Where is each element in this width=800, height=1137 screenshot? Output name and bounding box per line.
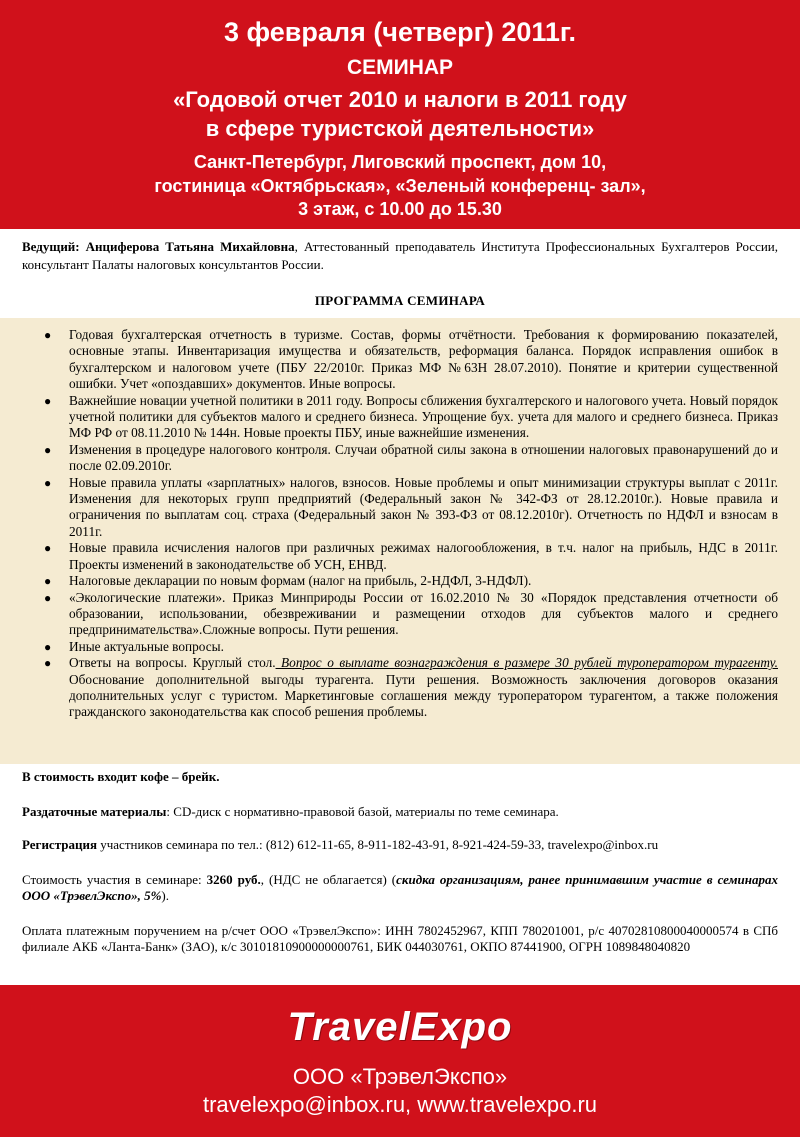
- list-item: ● Налоговые декларации по новым формам (налог на прибыль, 2-НДФЛ, 3-НДФЛ).: [44, 573, 532, 589]
- company-contacts[interactable]: travelexpo@inbox.ru, www.travelexpo.ru: [202, 1092, 598, 1117]
- location-line2: гостиница «Октябрьская», «Зеленый конференц- зал»,: [154, 176, 646, 196]
- seminar-label: СЕМИНАР: [346, 56, 454, 79]
- list-item: ● «Экологические платежи». Приказ Минприроды России от 16.02.2010 № 30 «Порядок представления отчетности об образовании, использовании, обезвреживании и размещении отходов для субъектов малого и среднего предпринимательства».Сложные вопросы. Пути решения.: [44, 589, 778, 638]
- bullet-icon: ●: [44, 541, 52, 556]
- coffee-note: В стоимость входит кофе – брейк.: [22, 769, 220, 784]
- list-item: ● Важнейшие новации учетной политики в 2011 году. Вопросы сближения бухгалтерского и налогового учета. Новый порядок учетной политики для субъектов малого и среднего бизнеса. Упрощение бух. учета для малого и среднего бизнеса. Приказ МФ РФ от 08.11.2010 № 144н. Новые проекты ПБУ, иные важнейшие изменения.: [44, 392, 778, 441]
- location-line1: Санкт-Петербург, Лиговский проспект, дом 10,: [193, 152, 607, 172]
- bullet-icon: ●: [44, 328, 52, 342]
- seminar-title-line1: «Годовой отчет 2010 и налоги в 2011 году: [173, 87, 627, 112]
- header-banner: [0, 0, 800, 229]
- bullet-icon: ●: [44, 590, 52, 605]
- location-line3: 3 этаж, с 10.00 до 15.30: [298, 199, 502, 219]
- materials-label: Раздаточные материалы: [22, 804, 167, 819]
- materials-info: Раздаточные материалы: CD-диск с нормативно-правовой базой, материалы по теме семинара.: [22, 804, 559, 819]
- discount-note: скидка организациям, ранее принимавшим участие в семинарах ООО «ТрэвелЭкспо», 5%: [22, 872, 778, 903]
- travelexpo-logo: TravelExpo: [287, 1005, 513, 1049]
- list-item: ● Новые правила уплаты «зарплатных» налогов, взносов. Новые проблемы и опыт минимизации структуры выплат с 2011г. Изменения для некоторых групп предприятий (Федеральный закон № 342-ФЗ от 28.12.2010г.). Новые правила и ограничения по выплатам соц. страха (Федеральный закон № 393-ФЗ от 08.12.2010г). Отчетность по НДФЛ и взносам в 2011г.: [44, 474, 778, 539]
- bullet-icon: ●: [44, 574, 52, 589]
- list-item: ● Изменения в процедуре налогового контроля. Случаи обратной силы закона в отношении налоговых правонарушений до и после 02.09.2010г.: [44, 441, 778, 474]
- bullet-icon: ●: [44, 475, 52, 490]
- cost-info: Стоимость участия в семинаре: 3260 руб., (НДС не облагается) (скидка организациям, ранее принимавшим участие в семинарах ООО «ТрэвелЭкспо», 5%).: [22, 872, 778, 903]
- bullet-icon: ●: [44, 639, 52, 654]
- list-item: ● Иные актуальные вопросы.: [44, 638, 224, 654]
- program-title: ПРОГРАММА СЕМИНАРА: [314, 293, 486, 308]
- program-list: [0, 327, 800, 721]
- bullet-icon: ●: [44, 442, 52, 457]
- program-section: [0, 318, 800, 764]
- registration-label: Регистрация: [22, 837, 97, 852]
- cost-value: 3260 руб.: [206, 872, 261, 887]
- host-label: Ведущий: Анциферова Татьяна Михайловна: [22, 239, 295, 254]
- question-link[interactable]: Вопрос о выплате вознаграждения в размере 30 рублей туроператором турагенту.: [275, 655, 778, 671]
- payment-details: Оплата платежным поручением на р/счет ООО «ТрэвелЭкспо»: ИНН 7802452967, КПП 780201001, р/с 40702810800040000574 в СПб филиале АКБ «Ланта-Банк» (ЗАО), к/с 30101810900000000761, БИК 044030761, ОКПО 87441900, ОГРН 1089848040820: [22, 923, 778, 954]
- list-item-qa: ● Ответы на вопросы. Круглый стол. Вопрос о выплате вознаграждения в размере 30 рублей туроператором турагенту. Обоснование дополнительной выгоды турагента. Пути решения. Возможность заключения договоров оказания дополнительных услуг с туристом. Маркетинговые соглашения между туроператором турагентом, а также положения гражданского законодательства как способ решения проблемы.: [44, 655, 778, 720]
- footer-banner: [0, 985, 800, 1137]
- company-name: ООО «ТрэвелЭкспо»: [292, 1064, 508, 1089]
- bullet-icon: ●: [44, 393, 52, 408]
- registration-info: Регистрация участников семинара по тел.: (812) 612-11-65, 8-911-182-43-91, 8-921-424-59-33, travelexpo@inbox.ru: [22, 837, 659, 852]
- host-description: , Аттестованный преподаватель Института Профессиональных Бухгалтеров России, консультант Палаты налоговых консультантов России.: [22, 239, 778, 272]
- seminar-title-line2: в сфере туристской деятельности»: [205, 116, 595, 141]
- host-info: [22, 238, 778, 274]
- list-item: ● Новые правила исчисления налогов при различных режимах налогообложения, в т.ч. налог на прибыль, НДС в 2011г. Проекты изменений в законодательстве об УСН, ЕНВД.: [44, 540, 778, 572]
- event-date: 3 февраля (четверг) 2011г.: [224, 17, 576, 47]
- bullet-icon: ●: [44, 656, 52, 671]
- list-item: ● Годовая бухгалтерская отчетность в туризме. Состав, формы отчётности. Требования к формированию показателей, основные этапы. Инвентаризация имущества и обязательств, реформация баланса. Порядок исправления ошибок в бухгалтерском и налоговом учете (ПБУ 22/2010г. Приказ МФ №63Н 28.07.2010). Понятие и критерии существенной ошибки. Учет «опоздавших» документов. Иные вопросы.: [44, 327, 778, 392]
